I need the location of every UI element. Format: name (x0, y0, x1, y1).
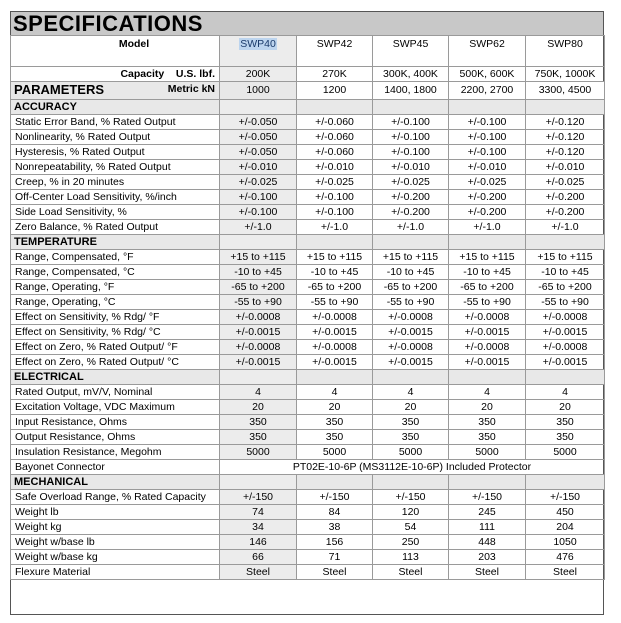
spec-value: +/-0.100 (220, 205, 297, 220)
spec-value: 350 (220, 415, 297, 430)
spec-value: +/-0.120 (526, 145, 605, 160)
spec-value: -55 to +90 (373, 295, 449, 310)
spec-value: +/-0.120 (526, 130, 605, 145)
spec-value: +/-0.0015 (220, 355, 297, 370)
spec-value: +/-0.0008 (297, 340, 373, 355)
spec-value: 111 (449, 520, 526, 535)
spec-value: 203 (449, 550, 526, 565)
spec-label: Range, Operating, °F (11, 280, 220, 295)
spec-value: +15 to +115 (449, 250, 526, 265)
spec-value: 5000 (220, 445, 297, 460)
spec-value: +/-0.100 (449, 145, 526, 160)
spec-value: +/-0.0015 (449, 325, 526, 340)
page-title: SPECIFICATIONS (13, 11, 203, 36)
spec-value: 38 (297, 520, 373, 535)
spec-value: 4 (526, 385, 605, 400)
spec-value: +/-0.120 (526, 115, 605, 130)
spec-value: +/-0.0015 (220, 325, 297, 340)
spec-value: +/-0.0008 (449, 340, 526, 355)
spec-value: 350 (373, 430, 449, 445)
spec-value: +/-0.0008 (373, 340, 449, 355)
metric-unit-label: Metric kN (167, 83, 215, 95)
capacity-metric-cell: 1400, 1800 (373, 82, 449, 100)
spec-label: Weight kg (11, 520, 220, 535)
spec-value: 5000 (449, 445, 526, 460)
spec-value: +/-0.025 (220, 175, 297, 190)
spec-value: +/-0.060 (297, 145, 373, 160)
spec-value: -65 to +200 (297, 280, 373, 295)
spec-value: 4 (220, 385, 297, 400)
spec-value: +/-0.0008 (220, 340, 297, 355)
spec-value: +/-0.025 (297, 175, 373, 190)
spec-row (11, 160, 605, 175)
spec-value: +/-1.0 (449, 220, 526, 235)
spec-value: +/-1.0 (297, 220, 373, 235)
spec-value: 4 (297, 385, 373, 400)
spec-label: Excitation Voltage, VDC Maximum (11, 400, 220, 415)
spec-label: Zero Balance, % Rated Output (11, 220, 220, 235)
spec-value: +/-0.200 (526, 205, 605, 220)
capacity-us-cell: 500K, 600K (449, 67, 526, 82)
spec-label: Output Resistance, Ohms (11, 430, 220, 445)
spec-value: 350 (526, 415, 605, 430)
section-filler-cell (220, 475, 297, 490)
spec-value: +/-0.200 (373, 190, 449, 205)
spec-value: +/-0.100 (373, 130, 449, 145)
model-cell: SWP62 (449, 36, 526, 67)
spec-value: 20 (526, 400, 605, 415)
spec-label: Side Load Sensitivity, % (11, 205, 220, 220)
spec-value: -10 to +45 (449, 265, 526, 280)
section-filler-cell (373, 235, 449, 250)
spec-value: +/-0.200 (449, 205, 526, 220)
spec-value: 74 (220, 505, 297, 520)
spec-row (11, 175, 605, 190)
capacity-us-cell: 300K, 400K (373, 67, 449, 82)
spec-row (11, 250, 605, 265)
model-header-row (11, 36, 605, 67)
spec-sheet (10, 11, 604, 615)
spec-value: 20 (297, 400, 373, 415)
spec-label: Range, Operating, °C (11, 295, 220, 310)
section-filler-cell (297, 475, 373, 490)
section-filler-cell (297, 100, 373, 115)
spec-value: 20 (220, 400, 297, 415)
spec-label: Weight w/base kg (11, 550, 220, 565)
spec-table (10, 35, 605, 580)
section-filler-cell (449, 235, 526, 250)
spec-value: -55 to +90 (526, 295, 605, 310)
spec-label: Off-Center Load Sensitivity, %/inch (11, 190, 220, 205)
spec-value: +/-0.200 (449, 190, 526, 205)
spec-label: Range, Compensated, °F (11, 250, 220, 265)
spec-row (11, 430, 605, 445)
spec-value: +/-0.0008 (449, 310, 526, 325)
section-title: ACCURACY (11, 100, 220, 115)
spec-value: Steel (449, 565, 526, 580)
model-cell: SWP80 (526, 36, 605, 67)
spec-label: Hysteresis, % Rated Output (11, 145, 220, 160)
section-title: ELECTRICAL (11, 370, 220, 385)
spec-value: +/-0.0008 (373, 310, 449, 325)
section-filler-cell (220, 235, 297, 250)
model-name: SWP40 (240, 38, 276, 50)
spec-row (11, 220, 605, 235)
spec-value: 350 (373, 415, 449, 430)
spec-value: +/-1.0 (526, 220, 605, 235)
spec-value: +/-0.060 (297, 130, 373, 145)
spec-row (11, 445, 605, 460)
spec-row (11, 205, 605, 220)
spec-row (11, 400, 605, 415)
section-title: MECHANICAL (11, 475, 220, 490)
spec-value: -65 to +200 (220, 280, 297, 295)
spec-value: 350 (297, 430, 373, 445)
spec-value: 146 (220, 535, 297, 550)
spec-value: +/-0.025 (449, 175, 526, 190)
spec-value: Steel (220, 565, 297, 580)
spec-value: 54 (373, 520, 449, 535)
spec-value: +/-0.0015 (373, 325, 449, 340)
capacity-metric-cell: 1000 (220, 82, 297, 100)
capacity-metric-cell: 2200, 2700 (449, 82, 526, 100)
spec-value: 204 (526, 520, 605, 535)
model-label: Model (11, 36, 220, 67)
spec-value: 71 (297, 550, 373, 565)
spec-value: 350 (449, 415, 526, 430)
section-filler-cell (297, 370, 373, 385)
spec-label: Rated Output, mV/V, Nominal (11, 385, 220, 400)
spec-value: 245 (449, 505, 526, 520)
section-title: TEMPERATURE (11, 235, 220, 250)
section-filler-cell (297, 235, 373, 250)
spec-label: Effect on Sensitivity, % Rdg/ °F (11, 310, 220, 325)
spec-row (11, 355, 605, 370)
spec-value: +/-0.100 (373, 145, 449, 160)
bayonet-label: Bayonet Connector (11, 460, 220, 475)
spec-value: 450 (526, 505, 605, 520)
spec-value: +/-0.200 (373, 205, 449, 220)
spec-value: +/-0.100 (220, 190, 297, 205)
spec-value: -10 to +45 (220, 265, 297, 280)
model-cell: SWP45 (373, 36, 449, 67)
section-filler-cell (526, 370, 605, 385)
spec-row (11, 145, 605, 160)
spec-value: 250 (373, 535, 449, 550)
model-cell: SWP42 (297, 36, 373, 67)
spec-label: Creep, % in 20 minutes (11, 175, 220, 190)
spec-value: 156 (297, 535, 373, 550)
spec-label: Effect on Sensitivity, % Rdg/ °C (11, 325, 220, 340)
spec-row (11, 130, 605, 145)
spec-value: +/-0.010 (526, 160, 605, 175)
spec-value: +/-0.0015 (526, 355, 605, 370)
spec-value: Steel (373, 565, 449, 580)
spec-value: +/-0.200 (526, 190, 605, 205)
spec-row (11, 265, 605, 280)
spec-value: +/-0.010 (220, 160, 297, 175)
spec-value: +15 to +115 (220, 250, 297, 265)
spec-value: +/-0.050 (220, 115, 297, 130)
spec-value: -10 to +45 (297, 265, 373, 280)
spec-value: +/-0.060 (297, 115, 373, 130)
spec-label: Range, Compensated, °C (11, 265, 220, 280)
spec-value: -10 to +45 (373, 265, 449, 280)
spec-value: +/-150 (526, 490, 605, 505)
spec-row (11, 190, 605, 205)
spec-label: Flexure Material (11, 565, 220, 580)
spec-label: Static Error Band, % Rated Output (11, 115, 220, 130)
spec-value: Steel (526, 565, 605, 580)
capacity-label: Capacity (120, 67, 165, 80)
spec-label: Effect on Zero, % Rated Output/ °F (11, 340, 220, 355)
spec-value: +/-0.050 (220, 145, 297, 160)
spec-value: +/-0.0008 (526, 340, 605, 355)
title-bar (11, 12, 603, 36)
spec-value: +/-1.0 (220, 220, 297, 235)
spec-label: Insulation Resistance, Megohm (11, 445, 220, 460)
section-filler-cell (526, 475, 605, 490)
spec-row (11, 385, 605, 400)
spec-value: +/-0.0015 (526, 325, 605, 340)
spec-value: +/-0.050 (220, 130, 297, 145)
spec-value: 5000 (526, 445, 605, 460)
spec-value: +/-0.0015 (297, 325, 373, 340)
spec-value: 4 (373, 385, 449, 400)
capacity-row (11, 67, 605, 82)
spec-row (11, 310, 605, 325)
spec-value: 113 (373, 550, 449, 565)
section-filler-cell (373, 475, 449, 490)
spec-value: +/-0.100 (373, 115, 449, 130)
spec-value: +/-0.0008 (526, 310, 605, 325)
spec-value: 120 (373, 505, 449, 520)
spec-value: +/-150 (220, 490, 297, 505)
spec-value: +/-0.0015 (373, 355, 449, 370)
spec-value: +15 to +115 (526, 250, 605, 265)
section-header-mechanical (11, 475, 605, 490)
capacity-us-cell: 270K (297, 67, 373, 82)
spec-value: +/-0.100 (297, 205, 373, 220)
spec-value: +/-0.010 (449, 160, 526, 175)
section-filler-cell (526, 235, 605, 250)
spec-value: 448 (449, 535, 526, 550)
spec-row (11, 115, 605, 130)
spec-label: Input Resistance, Ohms (11, 415, 220, 430)
spec-value: 5000 (297, 445, 373, 460)
spec-value: 350 (526, 430, 605, 445)
section-header-accuracy (11, 100, 605, 115)
capacity-metric-cell: 3300, 4500 (526, 82, 605, 100)
model-cell[interactable] (220, 36, 297, 67)
section-header-electrical (11, 370, 605, 385)
spec-row (11, 490, 605, 505)
spec-value: -65 to +200 (526, 280, 605, 295)
spec-value: +/-1.0 (373, 220, 449, 235)
spec-label: Weight lb (11, 505, 220, 520)
spec-value: -65 to +200 (373, 280, 449, 295)
spec-value: 20 (449, 400, 526, 415)
spec-value: 350 (449, 430, 526, 445)
spec-value: +/-0.010 (297, 160, 373, 175)
spec-value: 20 (373, 400, 449, 415)
section-filler-cell (373, 100, 449, 115)
spec-row (11, 325, 605, 340)
spec-value: +/-0.100 (449, 115, 526, 130)
spec-value: +15 to +115 (297, 250, 373, 265)
section-filler-cell (526, 100, 605, 115)
bayonet-value: PT02E-10-6P (MS3112E-10-6P) Included Protector (220, 460, 605, 475)
parameters-label-cell (11, 82, 220, 100)
spec-row (11, 295, 605, 310)
spec-value: +/-0.100 (297, 190, 373, 205)
spec-row (11, 535, 605, 550)
spec-row (11, 505, 605, 520)
section-filler-cell (220, 370, 297, 385)
spec-label: Safe Overload Range, % Rated Capacity (11, 490, 220, 505)
spec-value: 1050 (526, 535, 605, 550)
spec-value: 84 (297, 505, 373, 520)
spec-value: +/-150 (373, 490, 449, 505)
spec-value: -65 to +200 (449, 280, 526, 295)
parameters-row (11, 82, 605, 100)
spec-value: +/-0.0015 (449, 355, 526, 370)
spec-value: 34 (220, 520, 297, 535)
spec-value: -55 to +90 (220, 295, 297, 310)
spec-row (11, 550, 605, 565)
spec-value: 4 (449, 385, 526, 400)
section-header-temperature (11, 235, 605, 250)
capacity-us-cell: 200K (220, 67, 297, 82)
spec-value: +/-0.010 (373, 160, 449, 175)
section-filler-cell (449, 475, 526, 490)
spec-value: +/-0.0008 (220, 310, 297, 325)
spec-value: +/-0.025 (526, 175, 605, 190)
spec-value: 5000 (373, 445, 449, 460)
section-filler-cell (449, 100, 526, 115)
section-filler-cell (449, 370, 526, 385)
capacity-us-cell: 750K, 1000K (526, 67, 605, 82)
spec-row (11, 340, 605, 355)
spec-value: +/-0.0008 (297, 310, 373, 325)
spec-value: +/-150 (297, 490, 373, 505)
spec-value: +/-0.025 (373, 175, 449, 190)
spec-label: Weight w/base lb (11, 535, 220, 550)
spec-label: Effect on Zero, % Rated Output/ °C (11, 355, 220, 370)
spec-label: Nonrepeatability, % Rated Output (11, 160, 220, 175)
spec-label: Nonlinearity, % Rated Output (11, 130, 220, 145)
spec-row (11, 280, 605, 295)
spec-value: -55 to +90 (297, 295, 373, 310)
section-filler-cell (373, 370, 449, 385)
spec-value: 350 (220, 430, 297, 445)
spec-value: Steel (297, 565, 373, 580)
spec-value: +/-0.0015 (297, 355, 373, 370)
spec-value: +/-150 (449, 490, 526, 505)
us-unit-label: U.S. lbf. (175, 67, 215, 80)
spec-row (11, 520, 605, 535)
bayonet-row (11, 460, 605, 475)
spec-value: +15 to +115 (373, 250, 449, 265)
spec-value: -55 to +90 (449, 295, 526, 310)
spec-value: 66 (220, 550, 297, 565)
spec-value: -10 to +45 (526, 265, 605, 280)
section-filler-cell (220, 100, 297, 115)
spec-value: +/-0.100 (449, 130, 526, 145)
spec-value: 350 (297, 415, 373, 430)
parameters-label: PARAMETERS (14, 82, 105, 97)
capacity-label-cell (11, 67, 220, 82)
spec-row (11, 415, 605, 430)
spec-row (11, 565, 605, 580)
capacity-metric-cell: 1200 (297, 82, 373, 100)
spec-value: 476 (526, 550, 605, 565)
